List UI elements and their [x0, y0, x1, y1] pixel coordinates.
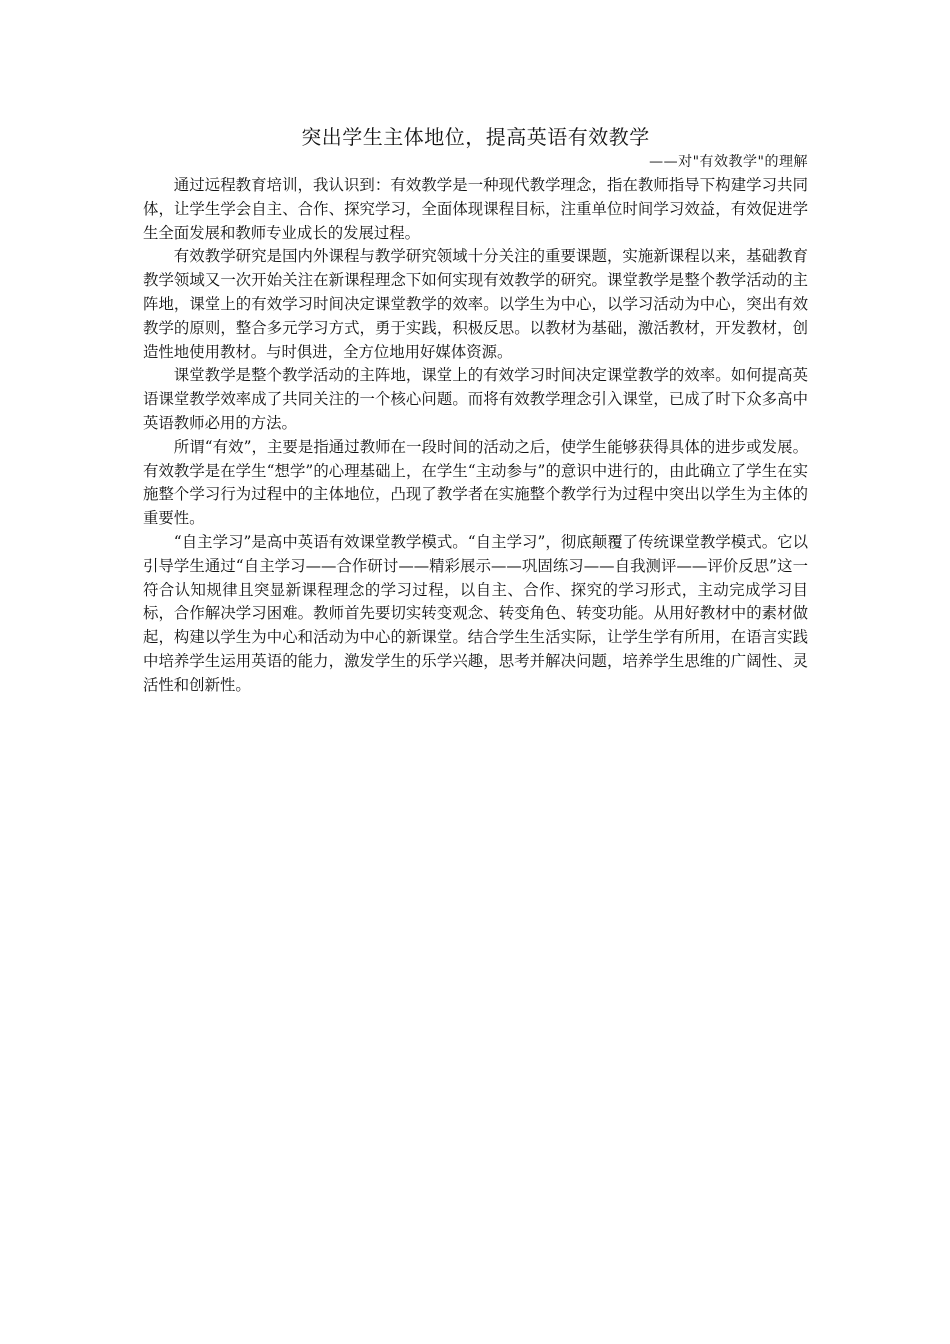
paragraph-5: “自主学习”是高中英语有效课堂教学模式。“自主学习”，彻底颠覆了传统课堂教学模式。它以引导学生通过“自主学习——合作研讨——精彩展示——巩固练习——自我测评——评价反思”这一符合认知规律且突显新课程理念的学习过程，以自主、合作、探究的学习形式，主动完成学习目标，合作解决学习困难。教师首先要切实转变观念、转变角色、转变功能。从用好教材中的素材做起，构建以学生为中心和活动为中心的新课堂。结合学生生活实际，让学生学有所用，在语言实践中培养学生运用英语的能力，激发学生的乐学兴趣，思考并解决问题，培养学生思维的广阔性、灵活性和创新性。 [143, 532, 808, 694]
paragraph-1: 通过远程教育培训，我认识到：有效教学是一种现代教学理念，指在教师指导下构建学习共同体，让学生学会自主、合作、探究学习，全面体现课程目标，注重单位时间学习效益，有效促进学生全面发展和教师专业成长的发展过程。 [143, 176, 808, 242]
document-body [143, 122, 808, 698]
paragraph-2: 有效教学研究是国内外课程与教学研究领域十分关注的重要课题，实施新课程以来，基础教育教学领域又一次开始关注在新课程理念下如何实现有效教学的研究。课堂教学是整个教学活动的主阵地，课堂上的有效学习时间决定课堂教学的效率。以学生为中心，以学习活动为中心，突出有效教学的原则，整合多元学习方式，勇于实践，积极反思。以教材为基础，激活教材，开发教材，创造性地使用教材。与时俱进，全方位地用好媒体资源。 [143, 247, 808, 361]
paragraph-4: 所谓“有效”，主要是指通过教师在一段时间的活动之后，使学生能够获得具体的进步或发展。有效教学是在学生“想学”的心理基础上，在学生“主动参与”的意识中进行的，由此确立了学生在实施整个学习行为过程中的主体地位，凸现了教学者在实施整个教学行为过程中突出以学生为主体的重要性。 [143, 437, 808, 528]
document-subtitle: ——对"有效教学"的理解 [649, 154, 808, 170]
document-title: 突出学生主体地位，提高英语有效教学 [301, 125, 650, 149]
paragraph-3: 课堂教学是整个教学活动的主阵地，课堂上的有效学习时间决定课堂教学的效率。如何提高英语课堂教学效率成了共同关注的一个核心问题。而将有效教学理念引入课堂，已成了时下众多高中英语教师必用的方法。 [143, 366, 808, 432]
